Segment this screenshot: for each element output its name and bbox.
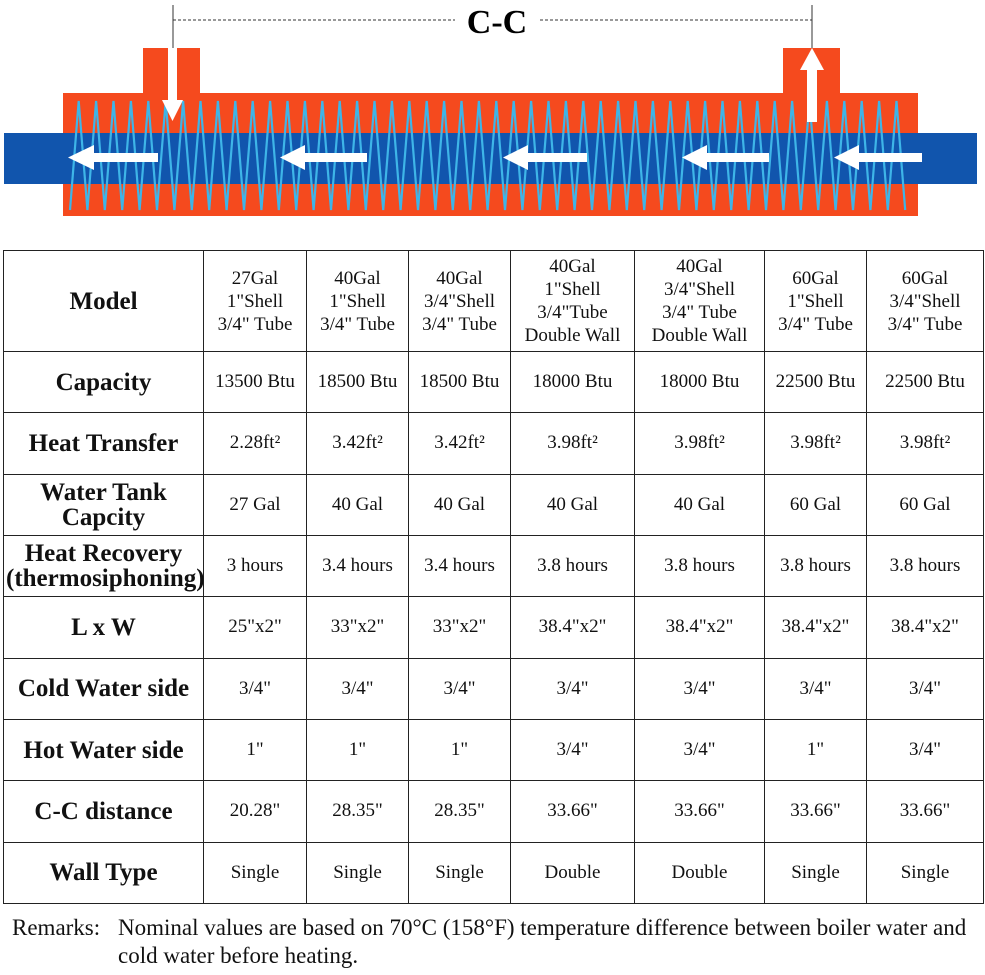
table-cell: 3.8 hours [765,535,867,596]
table-cell: 25"x2" [204,597,307,658]
table-cell: 40 Gal [635,474,765,535]
heat-exchanger-diagram [0,0,985,240]
table-cell: 33.66" [511,781,635,842]
table-cell: 3/4" [635,658,765,719]
model-header: Model [4,251,204,352]
remarks-text: Nominal values are based on 70°C (158°F) temperature difference between boiler water and cold water before heating. [118,915,967,968]
table-cell: 1" [307,719,409,780]
table-cell: 3.98ft² [867,413,984,474]
table-cell: 3/4" [204,658,307,719]
table-row [4,658,984,719]
table-row [4,535,984,596]
table-cell: Double [635,842,765,903]
table-cell: 3.98ft² [511,413,635,474]
remarks-label: Remarks: [12,915,101,940]
table-cell: Single [867,842,984,903]
table-cell: Single [204,842,307,903]
table-cell: 33"x2" [409,597,511,658]
table-cell: 3.98ft² [635,413,765,474]
model-column-header: 40Gal 1"Shell 3/4"Tube Double Wall [511,251,635,352]
table-cell: Single [765,842,867,903]
table-cell: 3/4" [867,658,984,719]
table-cell: 3.42ft² [307,413,409,474]
model-column-header: 40Gal 3/4"Shell 3/4" Tube Double Wall [635,251,765,352]
table-cell: 3/4" [635,719,765,780]
table-cell: 2.28ft² [204,413,307,474]
table-cell: 3/4" [765,658,867,719]
table-cell: 40 Gal [511,474,635,535]
table-cell: 38.4"x2" [511,597,635,658]
table-cell: 1" [409,719,511,780]
table-cell: 1" [765,719,867,780]
spec-table [3,250,984,904]
table-row [4,781,984,842]
table-cell: 38.4"x2" [765,597,867,658]
table-cell: 60 Gal [867,474,984,535]
table-cell: 18000 Btu [511,352,635,413]
table-cell: 40 Gal [409,474,511,535]
table-cell: 38.4"x2" [867,597,984,658]
table-cell: 3.98ft² [765,413,867,474]
table-cell: Single [307,842,409,903]
table-cell: 22500 Btu [867,352,984,413]
table-cell: 28.35" [409,781,511,842]
table-row [4,474,984,535]
remarks [12,914,977,970]
table-cell: 3.8 hours [635,535,765,596]
table-row [4,597,984,658]
model-column-header: 60Gal 1"Shell 3/4" Tube [765,251,867,352]
table-row [4,413,984,474]
cc-label: C-C [466,4,528,41]
table-cell: 20.28" [204,781,307,842]
model-column-header: 27Gal 1"Shell 3/4" Tube [204,251,307,352]
row-label: L x W [4,597,204,658]
table-cell: 3.42ft² [409,413,511,474]
table-cell: 3.8 hours [511,535,635,596]
table-cell: 3/4" [511,658,635,719]
table-cell: 33"x2" [307,597,409,658]
table-cell: 38.4"x2" [635,597,765,658]
table-cell: 3 hours [204,535,307,596]
table-cell: 18500 Btu [307,352,409,413]
table-header-row [4,251,984,352]
table-cell: Single [409,842,511,903]
model-column-header: 60Gal 3/4"Shell 3/4" Tube [867,251,984,352]
model-column-header: 40Gal 1"Shell 3/4" Tube [307,251,409,352]
table-cell: 3/4" [409,658,511,719]
table-cell: 3/4" [307,658,409,719]
table-cell: 3.8 hours [867,535,984,596]
table-row [4,352,984,413]
row-label: Wall Type [4,842,204,903]
model-column-header: 40Gal 3/4"Shell 3/4" Tube [409,251,511,352]
table-cell: 27 Gal [204,474,307,535]
table-cell: 18000 Btu [635,352,765,413]
table-cell: 33.66" [765,781,867,842]
table-cell: 3/4" [511,719,635,780]
table-cell: 3/4" [867,719,984,780]
table-cell: 33.66" [867,781,984,842]
table-cell: 1" [204,719,307,780]
table-cell: 3.4 hours [409,535,511,596]
table-cell: 60 Gal [765,474,867,535]
table-cell: 22500 Btu [765,352,867,413]
table-cell: 3.4 hours [307,535,409,596]
row-label: C-C distance [4,781,204,842]
table-row [4,842,984,903]
table-cell: 18500 Btu [409,352,511,413]
table-cell: 13500 Btu [204,352,307,413]
table-cell: 28.35" [307,781,409,842]
row-label: Cold Water side [4,658,204,719]
row-label: Capacity [4,352,204,413]
table-cell: 33.66" [635,781,765,842]
table-cell: 40 Gal [307,474,409,535]
row-label: Water Tank Capcity [4,474,204,535]
table-row [4,719,984,780]
row-label: Heat Recovery (thermosiphoning) [4,535,204,596]
row-label: Heat Transfer [4,413,204,474]
row-label: Hot Water side [4,719,204,780]
table-cell: Double [511,842,635,903]
